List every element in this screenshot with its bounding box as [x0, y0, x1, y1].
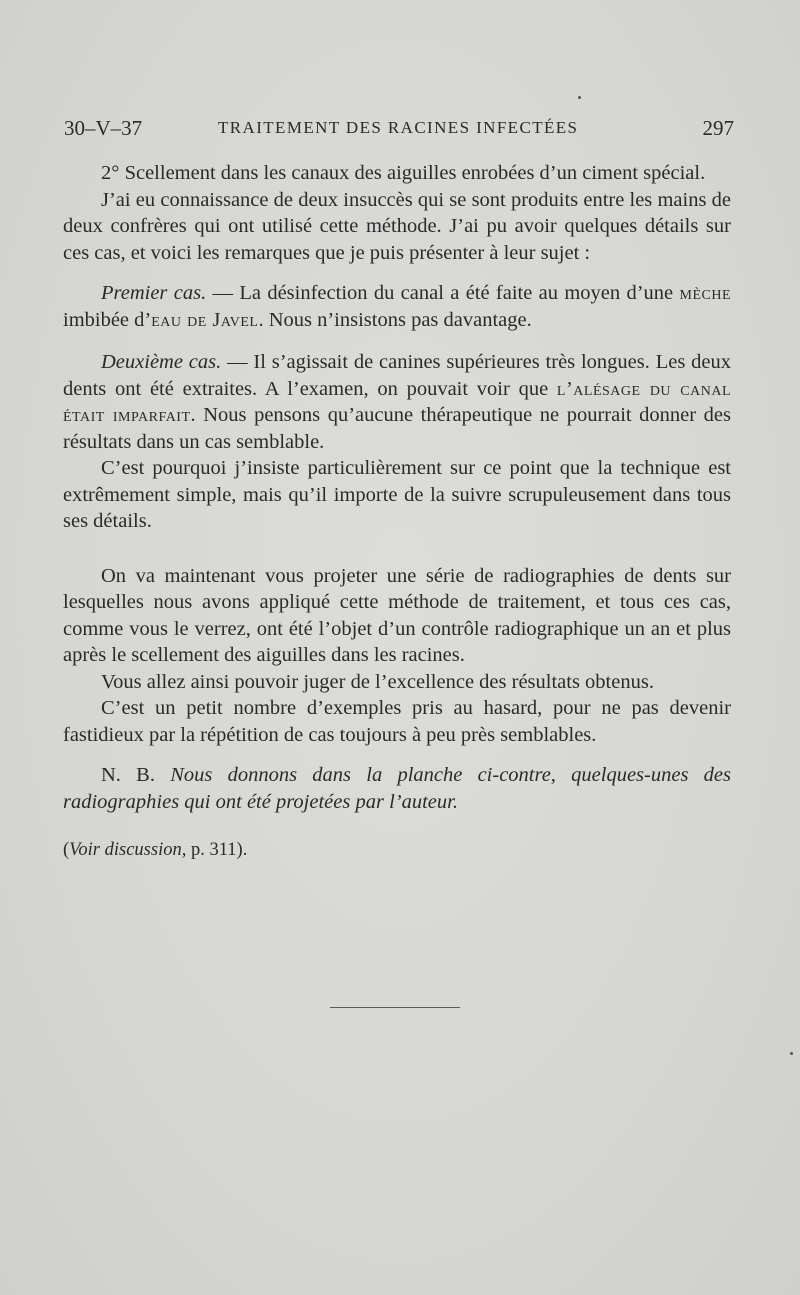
nb-text: Nous donnons dans la planche ci-contre, quelques-unes des radiographies qui ont été projetées par l’auteur.	[63, 764, 731, 813]
small-caps-segment: mèche	[679, 282, 731, 304]
case-label: Premier cas.	[101, 282, 207, 304]
page-number: 297	[702, 116, 734, 140]
paragraph-5: C’est pourquoi j’insiste particulièrement sur ce point que la technique est extrêmement simple, mais qu’il importe de la suivre scrupuleusement dans tous ses détails.	[63, 457, 731, 532]
small-caps-segment: eau de Javel	[151, 308, 259, 331]
paragraph-nb	[63, 762, 731, 815]
paper-speck	[578, 96, 581, 99]
text-segment: imbibée d’	[63, 308, 152, 331]
note-rest: p. 311).	[186, 840, 248, 860]
closing-rule	[330, 1007, 460, 1008]
running-title: TRAITEMENT DES RACINES INFECTÉES	[218, 118, 579, 137]
paragraph-7: Vous allez ainsi pouvoir juger de l’excellence des résultats obtenus.	[101, 670, 654, 693]
session-date: 30–V–37	[64, 116, 143, 140]
discussion-note	[63, 837, 731, 864]
small-caps-segment: l’alésage du canal était imparfait	[63, 377, 732, 426]
text-segment: — Il s’agissait de canines supérieures très longues. Les deux dents ont été extraites. A l’examen, on pouvait voir que	[63, 351, 731, 400]
running-header	[64, 116, 734, 146]
note-open: (	[63, 840, 70, 860]
body-text	[63, 160, 731, 864]
paper-speck	[790, 1052, 793, 1055]
case-label: Deuxième cas.	[101, 351, 222, 373]
text-segment: . Nous pensons qu’aucune thérapeutique ne pourrait donner des résultats dans un cas semblable.	[63, 404, 732, 453]
paragraph-6: On va maintenant vous projeter une série de radiographies de dents sur lesquelles nous avons appliqué cette méthode de traitement, et tous ces cas, comme vous le verrez, ont été l’objet d’un contrôle radiographique un an et plus après le scellement des aiguilles dans les racines.	[63, 564, 731, 666]
paragraph-deuxieme-cas	[63, 349, 731, 455]
paragraph-8: C’est un petit nombre d’exemples pris au hasard, pour ne pas devenir fastidieux par la répétition de cas toujours à peu près semblables.	[63, 697, 731, 746]
text-segment: — La désinfection du canal a été faite au moyen d’une	[206, 282, 680, 304]
paragraph-1: 2° Scellement dans les canaux des aiguilles enrobées d’un ciment spécial.	[101, 162, 706, 184]
paragraph-premier-cas	[63, 280, 731, 333]
text-segment: . Nous n’insistons pas davantage.	[258, 308, 532, 331]
nb-label: N. B.	[101, 764, 155, 786]
paragraph-2: J’ai eu connaissance de deux insuccès qui se sont produits entre les mains de deux confrères qui ont utilisé cette méthode. J’ai pu avoir quelques détails sur ces cas, et voici les remarques que je puis présenter à leur sujet :	[63, 188, 731, 264]
note-italic: Voir discussion,	[69, 840, 187, 860]
